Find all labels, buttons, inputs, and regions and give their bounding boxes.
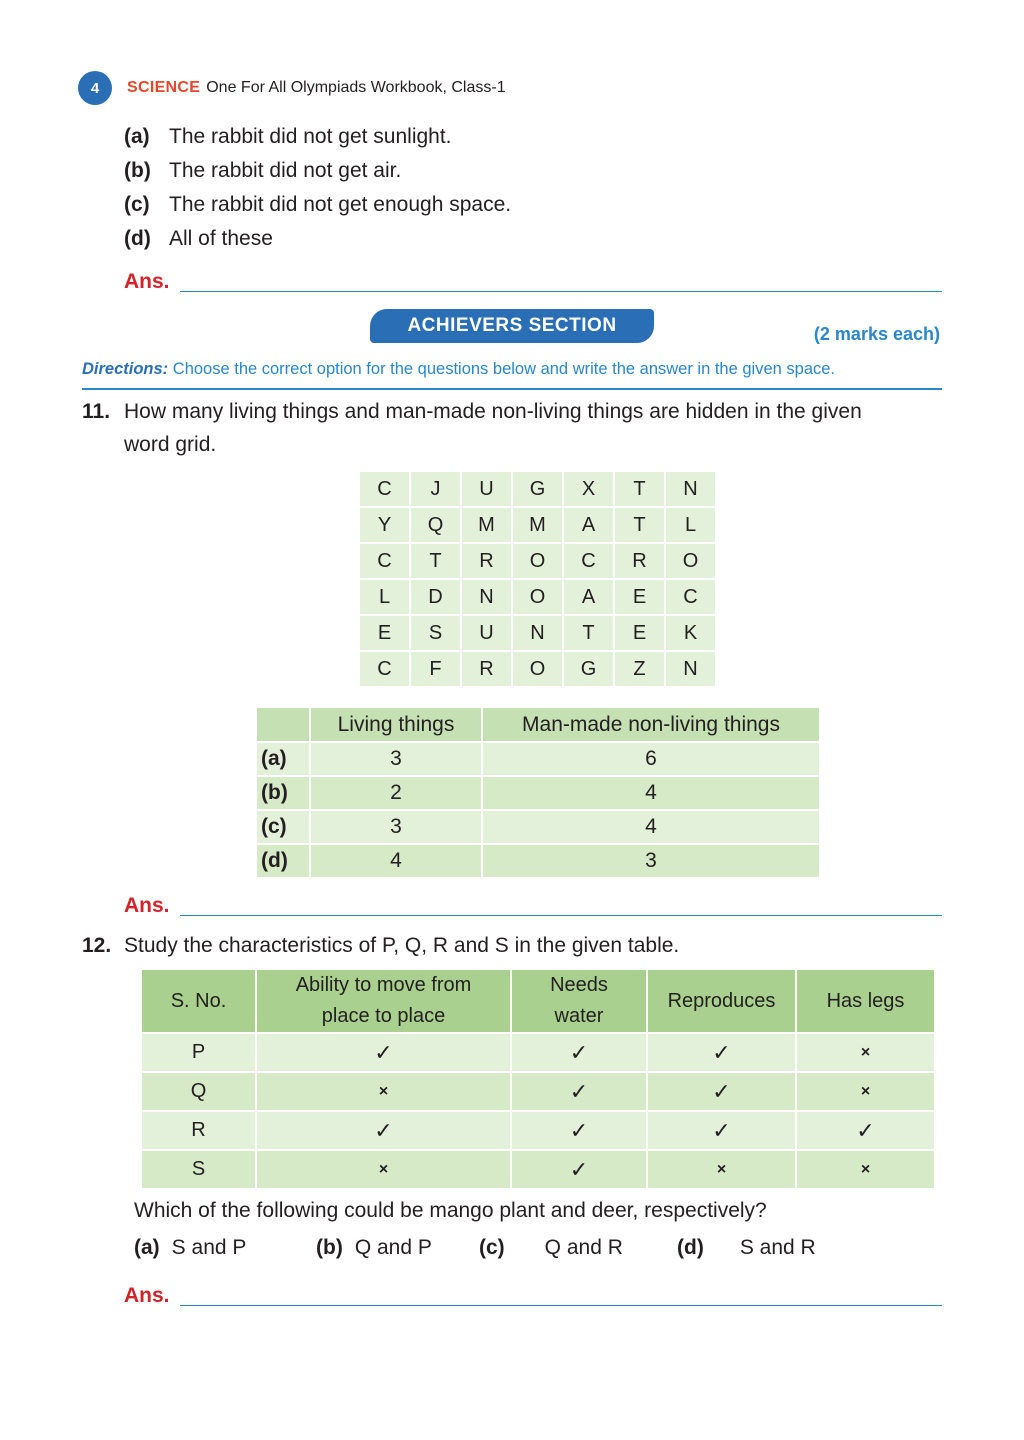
q12-answer-line[interactable] <box>180 1305 942 1306</box>
option-text: S and R <box>739 1236 816 1259</box>
grid-cell: M <box>462 508 511 542</box>
legs-mark: × <box>797 1034 934 1071</box>
table-header-blank <box>257 708 309 741</box>
row-label: (a) <box>257 743 309 775</box>
table-header-living: Living things <box>311 708 481 741</box>
page-number-badge: 4 <box>78 71 112 105</box>
move-mark: × <box>257 1151 510 1188</box>
grid-cell: O <box>513 580 562 614</box>
table-row <box>142 1034 934 1071</box>
grid-row <box>360 472 715 506</box>
grid-cell: U <box>462 472 511 506</box>
table-row <box>257 811 819 843</box>
grid-cell: X <box>564 472 613 506</box>
header-book-title: One For All Olympiads Workbook, Class-1 <box>206 79 506 96</box>
directions-label: Directions: <box>82 360 169 378</box>
nonliving-count: 4 <box>483 811 819 843</box>
header-water-line1: Needs <box>550 974 608 996</box>
grid-cell: N <box>666 472 715 506</box>
q12-option-c <box>479 1236 623 1260</box>
row-id: R <box>142 1112 255 1149</box>
q11-line1: How many living things and man-made non-living things are hidden in the given <box>124 400 862 423</box>
word-grid <box>358 470 717 688</box>
q11-line2: word grid. <box>124 433 217 456</box>
header-legs: Has legs <box>797 970 934 1032</box>
grid-cell: F <box>411 652 460 686</box>
grid-cell: A <box>564 580 613 614</box>
directions-text: Choose the correct option for the questions below and write the answer in the given space. <box>172 360 836 378</box>
grid-cell: N <box>462 580 511 614</box>
water-mark: ✓ <box>512 1151 646 1188</box>
nonliving-count: 3 <box>483 845 819 877</box>
living-count: 4 <box>311 845 481 877</box>
living-count: 2 <box>311 777 481 809</box>
question-number: 12. <box>82 934 112 957</box>
grid-cell: A <box>564 508 613 542</box>
option-label: (a) <box>124 125 150 148</box>
option-label: (c) <box>479 1236 505 1259</box>
table-row <box>257 845 819 877</box>
grid-cell: D <box>411 580 460 614</box>
grid-cell: M <box>513 508 562 542</box>
grid-cell: R <box>615 544 664 578</box>
grid-cell: E <box>615 580 664 614</box>
option-text: Q and R <box>544 1236 623 1259</box>
grid-cell: R <box>462 544 511 578</box>
legs-mark: × <box>797 1151 934 1188</box>
header-move-line1: Ability to move from <box>295 974 472 996</box>
reproduces-mark: × <box>648 1151 795 1188</box>
option-label: (d) <box>124 227 151 250</box>
water-mark: ✓ <box>512 1112 646 1149</box>
q10-option-d <box>124 222 511 256</box>
q11-text <box>82 395 952 461</box>
grid-cell: U <box>462 616 511 650</box>
header-move <box>257 970 510 1032</box>
move-mark: ✓ <box>257 1034 510 1071</box>
option-text: S and P <box>171 1236 247 1259</box>
legs-mark: ✓ <box>797 1112 934 1149</box>
water-mark: ✓ <box>512 1034 646 1071</box>
grid-cell: S <box>411 616 460 650</box>
grid-cell: R <box>462 652 511 686</box>
row-id: S <box>142 1151 255 1188</box>
grid-cell: L <box>666 508 715 542</box>
header-subject: SCIENCE <box>127 79 201 96</box>
grid-cell: O <box>513 652 562 686</box>
q10-option-a <box>124 120 511 154</box>
option-label: (b) <box>316 1236 343 1259</box>
grid-cell: K <box>666 616 715 650</box>
answer-label: Ans. <box>124 1284 170 1307</box>
option-label: (a) <box>134 1236 160 1259</box>
grid-cell: Q <box>411 508 460 542</box>
grid-cell: C <box>564 544 613 578</box>
q11-answer-row <box>124 890 942 918</box>
q12-option-a <box>134 1236 246 1260</box>
header-water <box>512 970 646 1032</box>
grid-row <box>360 508 715 542</box>
option-label: (b) <box>124 159 151 182</box>
grid-cell: T <box>615 472 664 506</box>
grid-cell: T <box>615 508 664 542</box>
grid-cell: O <box>513 544 562 578</box>
grid-cell: T <box>564 616 613 650</box>
reproduces-mark: ✓ <box>648 1112 795 1149</box>
row-label: (b) <box>257 777 309 809</box>
water-mark: ✓ <box>512 1073 646 1110</box>
option-text: The rabbit did not get sunlight. <box>169 125 452 148</box>
legs-mark: × <box>797 1073 934 1110</box>
achievers-section-banner: ACHIEVERS SECTION <box>370 309 654 343</box>
table-row <box>257 743 819 775</box>
table-row <box>257 777 819 809</box>
grid-row <box>360 580 715 614</box>
q12-option-d <box>677 1236 816 1260</box>
move-mark: ✓ <box>257 1112 510 1149</box>
directions <box>82 360 942 390</box>
row-id: P <box>142 1034 255 1071</box>
move-mark: × <box>257 1073 510 1110</box>
grid-cell: C <box>666 580 715 614</box>
living-count: 3 <box>311 743 481 775</box>
option-text: All of these <box>169 227 273 250</box>
grid-row <box>360 652 715 686</box>
option-text: Q and P <box>354 1236 432 1259</box>
q11-answer-line[interactable] <box>180 915 942 916</box>
q10-option-b <box>124 154 511 188</box>
row-label: (c) <box>257 811 309 843</box>
q12-options <box>134 1236 894 1270</box>
option-text: The rabbit did not get air. <box>169 159 402 182</box>
q12-text <box>82 929 952 962</box>
grid-cell: N <box>666 652 715 686</box>
grid-cell: C <box>360 472 409 506</box>
grid-cell: G <box>564 652 613 686</box>
q10-answer-row <box>124 266 942 294</box>
answer-label: Ans. <box>124 270 170 293</box>
q11-answer-table <box>255 706 821 879</box>
grid-cell: C <box>360 544 409 578</box>
grid-cell: N <box>513 616 562 650</box>
grid-cell: E <box>360 616 409 650</box>
grid-cell: Y <box>360 508 409 542</box>
page-header <box>78 71 506 105</box>
option-text: The rabbit did not get enough space. <box>169 193 512 216</box>
q12-sub-question: Which of the following could be mango plant and deer, respectively? <box>134 1199 767 1222</box>
row-label: (d) <box>257 845 309 877</box>
reproduces-mark: ✓ <box>648 1034 795 1071</box>
q12-characteristics-table <box>140 968 936 1190</box>
table-row <box>142 1151 934 1188</box>
row-id: Q <box>142 1073 255 1110</box>
grid-row <box>360 616 715 650</box>
grid-cell: O <box>666 544 715 578</box>
question-number: 11. <box>82 400 111 423</box>
q10-option-c <box>124 188 511 222</box>
nonliving-count: 4 <box>483 777 819 809</box>
option-label: (c) <box>124 193 150 216</box>
q12-question: Study the characteristics of P, Q, R and S in the given table. <box>124 934 680 957</box>
q12-answer-row <box>124 1280 942 1308</box>
q10-options <box>124 120 511 256</box>
header-reproduces: Reproduces <box>648 970 795 1032</box>
header-sno: S. No. <box>142 970 255 1032</box>
grid-cell: T <box>411 544 460 578</box>
grid-cell: J <box>411 472 460 506</box>
table-row <box>142 1112 934 1149</box>
marks-note: (2 marks each) <box>813 324 940 344</box>
grid-cell: Z <box>615 652 664 686</box>
reproduces-mark: ✓ <box>648 1073 795 1110</box>
grid-cell: L <box>360 580 409 614</box>
table-header-nonliving: Man-made non-living things <box>483 708 819 741</box>
option-label: (d) <box>677 1236 704 1259</box>
answer-label: Ans. <box>124 894 170 917</box>
nonliving-count: 6 <box>483 743 819 775</box>
header-water-line2: water <box>554 1005 604 1027</box>
living-count: 3 <box>311 811 481 843</box>
header-move-line2: place to place <box>321 1005 446 1027</box>
grid-row <box>360 544 715 578</box>
q12-option-b <box>316 1236 432 1260</box>
grid-cell: E <box>615 616 664 650</box>
table-row <box>142 1073 934 1110</box>
grid-cell: G <box>513 472 562 506</box>
grid-cell: C <box>360 652 409 686</box>
q10-answer-line[interactable] <box>180 291 942 292</box>
